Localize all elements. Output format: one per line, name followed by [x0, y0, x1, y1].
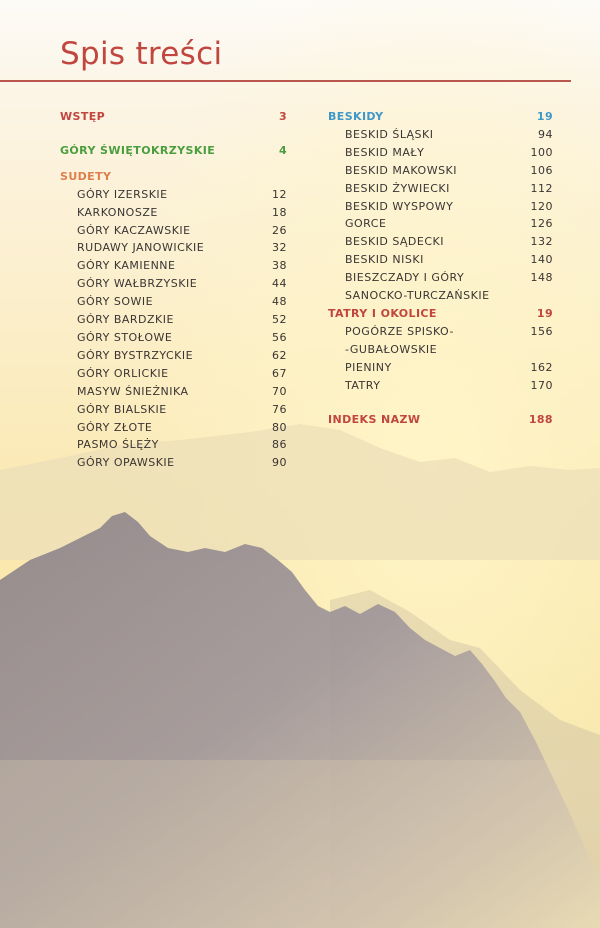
toc-subentry-page: 48 — [272, 295, 287, 309]
toc-subentry[interactable] — [60, 239, 287, 257]
toc-subentry[interactable] — [328, 198, 553, 216]
toc-subentry-page: 12 — [272, 187, 287, 201]
toc-subentry[interactable] — [328, 323, 553, 359]
toc-subentry-label: GÓRY IZERSKIE — [77, 187, 168, 201]
toc-subentry[interactable] — [60, 275, 287, 293]
toc-section-label: BESKIDY — [328, 110, 384, 123]
toc-entry-page: 3 — [278, 110, 287, 123]
toc-subentry-label: BESKID SĄDECKI — [345, 235, 444, 249]
toc-subentry-page: 132 — [530, 235, 553, 249]
toc-subentry[interactable] — [60, 311, 287, 329]
toc-subentry-page: 90 — [272, 456, 287, 470]
toc-subentry-page: 62 — [272, 348, 287, 362]
toc-subentry-label: BESKID ŻYWIECKI — [345, 181, 450, 195]
toc-subentry-page: 38 — [272, 259, 287, 273]
toc-subentry[interactable] — [60, 204, 287, 222]
toc-subentry[interactable] — [328, 269, 553, 305]
toc-subentry[interactable] — [60, 401, 287, 419]
toc-subentry[interactable] — [60, 365, 287, 383]
toc-subentry[interactable] — [60, 383, 287, 401]
toc-subentry-label: GÓRY STOŁOWE — [77, 330, 173, 344]
toc-subentry-page: 112 — [530, 181, 553, 195]
toc-subentry-label: GÓRY BYSTRZYCKIE — [77, 348, 194, 362]
toc-subentry-page: 156 — [530, 324, 553, 338]
toc-subentry-label: BESKID MAKOWSKI — [345, 163, 458, 177]
toc-left-column — [60, 108, 287, 472]
toc-subentry-label: PASMO ŚLĘŻY — [77, 438, 159, 452]
toc-subentry[interactable] — [60, 293, 287, 311]
toc-subentry-label: GÓRY OPAWSKIE — [77, 456, 175, 470]
toc-subentry-page: 80 — [272, 420, 287, 434]
toc-subentry-label: BESKID NISKI — [345, 253, 424, 267]
toc-subentry-label: MASYW ŚNIEŻNIKA — [77, 384, 189, 398]
sudety-list — [60, 186, 287, 473]
toc-subentry[interactable] — [328, 162, 553, 180]
toc-entry-label: WSTĘP — [60, 110, 106, 123]
toc-subentry[interactable] — [60, 329, 287, 347]
toc-subentry-page: 120 — [530, 199, 553, 213]
toc-subentry-page: 162 — [530, 360, 553, 374]
toc-subentry-page: 70 — [272, 384, 287, 398]
toc-subentry-label: GÓRY KAMIENNE — [77, 259, 176, 273]
toc-subentry[interactable] — [328, 359, 553, 377]
toc-subentry-label: GÓRY ZŁOTE — [77, 420, 153, 434]
toc-subentry-page: 18 — [272, 205, 287, 219]
toc-subentry-page: 106 — [530, 163, 553, 177]
toc-subentry[interactable] — [60, 419, 287, 437]
toc-subentry[interactable] — [328, 215, 553, 233]
toc-subentry[interactable] — [328, 233, 553, 251]
toc-subentry[interactable] — [328, 251, 553, 269]
toc-subentry-page: 170 — [530, 378, 553, 392]
toc-subentry-page: 52 — [272, 313, 287, 327]
toc-subentry-label: PIENINY — [345, 360, 392, 374]
toc-subentry-label: BESKID ŚLĄSKI — [345, 127, 434, 141]
toc-subentry-label: BESKID WYSPOWY — [345, 199, 454, 213]
toc-section-tatry[interactable] — [328, 305, 553, 323]
toc-subentry[interactable] — [60, 186, 287, 204]
toc-subentry-label: GÓRY WAŁBRZYSKIE — [77, 277, 198, 291]
toc-subentry-page: 67 — [272, 366, 287, 380]
toc-entry-label: GÓRY ŚWIĘTOKRZYSKIE — [60, 143, 216, 157]
toc-entry-page: 4 — [278, 143, 287, 157]
toc-entry-wstep[interactable] — [60, 108, 287, 126]
toc-subentry[interactable] — [328, 126, 553, 144]
toc-entry-swietokrzyskie[interactable] — [60, 142, 287, 160]
toc-section-sudety[interactable] — [60, 168, 287, 186]
toc-entry-label: INDEKS NAZW — [328, 412, 421, 426]
toc-subentry-label: GÓRY BARDZKIE — [77, 313, 174, 327]
toc-subentry-label: POGÓRZE SPISKO- -GUBAŁOWSKIE — [345, 324, 454, 356]
toc-subentry[interactable] — [60, 347, 287, 365]
toc-section-page: 19 — [536, 110, 553, 123]
toc-subentry[interactable] — [60, 257, 287, 275]
toc-subentry-page: 148 — [530, 271, 553, 285]
toc-section-page: 19 — [536, 306, 553, 320]
toc-subentry-page: 32 — [272, 241, 287, 255]
toc-subentry-page: 140 — [530, 253, 553, 267]
toc-subentry-label: TATRY — [345, 378, 381, 392]
toc-section-label: TATRY I OKOLICE — [328, 306, 437, 320]
toc-subentry-page: 86 — [272, 438, 287, 452]
tatry-list — [328, 323, 553, 395]
toc-subentry-label: GORCE — [345, 217, 387, 231]
toc-subentry-label: RUDAWY JANOWICKIE — [77, 241, 205, 255]
toc-subentry-label: GÓRY ORLICKIE — [77, 366, 169, 380]
toc-subentry-label: GÓRY SOWIE — [77, 295, 154, 309]
toc-subentry-page: 76 — [272, 402, 287, 416]
toc-section-label: SUDETY — [60, 169, 112, 183]
toc-subentry[interactable] — [60, 222, 287, 240]
toc-subentry-label: BIESZCZADY I GÓRY SANOCKO-TURCZAŃSKIE — [345, 271, 490, 303]
toc-subentry-page: 94 — [538, 127, 553, 141]
toc-section-beskidy[interactable] — [328, 108, 553, 126]
toc-subentry-label: GÓRY BIALSKIE — [77, 402, 167, 416]
toc-subentry-page: 100 — [530, 145, 553, 159]
toc-subentry[interactable] — [60, 436, 287, 454]
toc-subentry[interactable] — [60, 454, 287, 472]
toc-subentry[interactable] — [328, 377, 553, 395]
toc-subentry-page: 126 — [530, 217, 553, 231]
beskidy-list — [328, 126, 553, 305]
toc-subentry[interactable] — [328, 144, 553, 162]
toc-subentry-label: GÓRY KACZAWSKIE — [77, 223, 191, 237]
title-divider — [0, 80, 571, 82]
toc-subentry[interactable] — [328, 180, 553, 198]
page-title: Spis treści — [60, 36, 223, 72]
toc-subentry-page: 56 — [272, 330, 287, 344]
toc-subentry-label: BESKID MAŁY — [345, 145, 425, 159]
toc-entry-page: 188 — [528, 412, 553, 426]
toc-entry-indeks[interactable] — [328, 411, 553, 429]
toc-subentry-label: KARKONOSZE — [77, 205, 158, 219]
toc-right-column — [328, 108, 553, 428]
toc-subentry-page: 44 — [272, 277, 287, 291]
toc-subentry-page: 26 — [272, 223, 287, 237]
